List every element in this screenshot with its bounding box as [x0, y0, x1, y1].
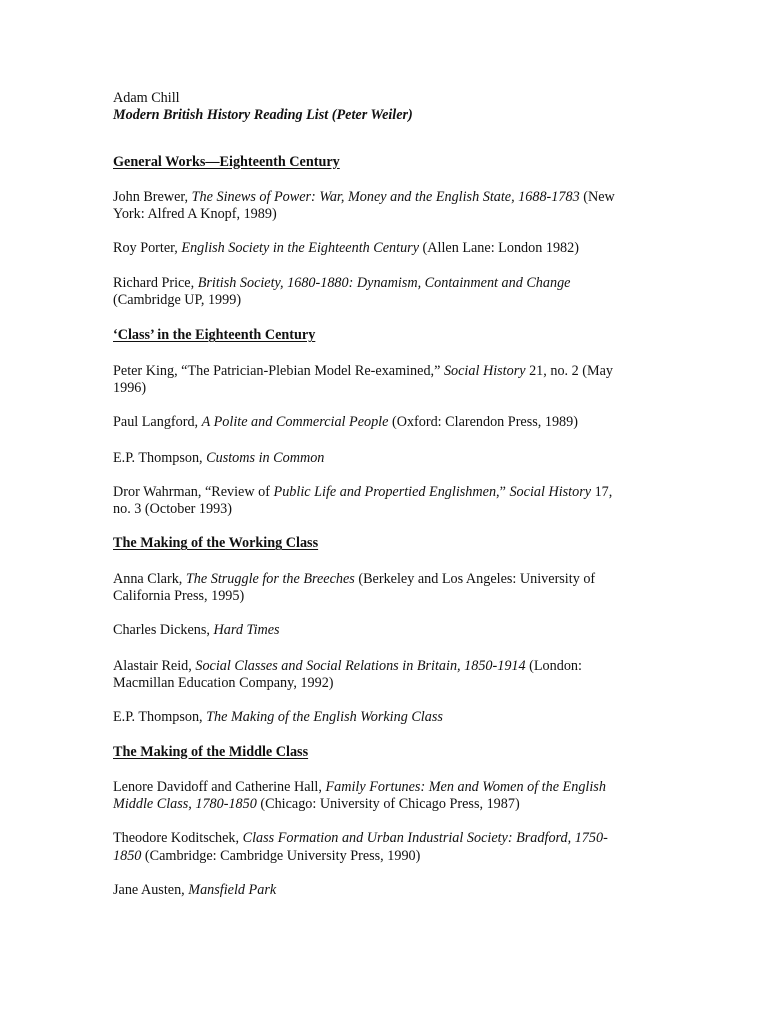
citation-title-text: Public Life and Propertied Englishmen: [273, 483, 497, 500]
document-title: Modern British History Reading List (Peter Weiler): [113, 107, 413, 124]
citation-text: [113, 363, 658, 380]
citation-text: no. 3 (October 1993): [113, 501, 232, 518]
citation-text: Anna Clark,: [113, 570, 186, 587]
citation-entry: [113, 484, 658, 519]
citation-title-text: Family Fortunes: Men and Women of the English: [325, 778, 606, 795]
citation-entry: [113, 658, 658, 693]
citation-text: [113, 848, 658, 865]
citation-title-text: Hard Times: [213, 622, 280, 639]
citation-entry: [113, 363, 658, 398]
section-heading: General Works—Eighteenth Century: [113, 153, 340, 170]
citation-entry: [113, 275, 658, 310]
reading-list-document: [113, 90, 658, 899]
citation-text: (Berkeley and Los Angeles: University of: [354, 570, 596, 587]
citation-text: [113, 830, 658, 847]
citation-text: Macmillan Education Company, 1992): [113, 674, 334, 691]
citation-title-text: Mansfield Park: [188, 882, 277, 899]
citation-text: E.P. Thompson,: [113, 709, 207, 726]
citation-text: Lenore Davidoff and Catherine Hall,: [113, 778, 326, 795]
citation-text: (Oxford: Clarendon Press, 1989): [388, 414, 578, 431]
citation-title-text: Customs in Common: [206, 449, 325, 466]
citation-text: [113, 484, 658, 501]
citation-title-text: English Society in the Eighteenth Century: [181, 240, 419, 257]
citation-title-text: The Sinews of Power: War, Money and the English State, 1688-1783: [191, 188, 580, 205]
section-heading: The Making of the Middle Class: [113, 743, 309, 760]
citation-title-text: Social History: [509, 483, 592, 500]
citation-entry: [113, 830, 658, 865]
citation-title-text: Social History: [443, 362, 526, 379]
citation-text: Roy Porter,: [113, 240, 182, 257]
citation-entry: [113, 571, 658, 606]
citation-title-text: Class Formation and Urban Industrial Society: Bradford, 1750-: [242, 830, 608, 847]
citation-text: California Press, 1995): [113, 588, 245, 605]
citation-entry: [113, 622, 658, 639]
citation-text: (Cambridge: Cambridge University Press, 1990): [141, 847, 421, 864]
citation-text: 17,: [591, 483, 613, 500]
citation-text: [113, 571, 658, 588]
citation-entry: [113, 779, 658, 814]
citation-text: (Allen Lane: London 1982): [419, 240, 579, 257]
citation-text: Paul Langford,: [113, 414, 202, 431]
author-name: Adam Chill: [113, 90, 180, 106]
citation-entry: [113, 450, 658, 467]
citation-text: Dror Wahrman, “Review of: [113, 483, 274, 500]
citation-text: (Cambridge UP, 1999): [113, 292, 242, 309]
citation-title-text: Middle Class, 1780-1850: [113, 796, 257, 813]
citation-text: E.P. Thompson,: [113, 449, 207, 466]
citation-text: [113, 275, 658, 292]
citation-text: [113, 882, 658, 899]
citation-text: 21, no. 2 (May: [525, 362, 613, 379]
citation-text: [113, 658, 658, 675]
citation-text: (New: [579, 188, 615, 205]
section-heading: The Making of the Working Class: [113, 535, 319, 552]
citation-text: Theodore Koditschek,: [113, 830, 243, 847]
citation-entry: [113, 414, 658, 431]
citation-entry: [113, 882, 658, 899]
citation-title-text: The Struggle for the Breeches: [185, 570, 355, 587]
citation-text: [113, 414, 658, 431]
citation-title-text: The Making of the English Working Class: [206, 709, 443, 726]
citation-text: (London:: [525, 657, 582, 674]
citation-title-text: Social Classes and Social Relations in Britain, 1850-1914: [195, 657, 526, 674]
citation-text: John Brewer,: [113, 188, 192, 205]
citation-text: (Chicago: University of Chicago Press, 1987): [256, 796, 520, 813]
citation-text: York: Alfred A Knopf, 1989): [113, 206, 277, 223]
citation-text: ,”: [496, 483, 510, 500]
citation-text: [113, 450, 658, 467]
citation-title-text: British Society, 1680-1880: Dynamism, Containment and Change: [197, 274, 571, 291]
citation-text: [113, 622, 658, 639]
citation-title-text: A Polite and Commercial People: [201, 414, 389, 431]
citation-text: 1996): [113, 379, 147, 396]
citation-text: [113, 709, 658, 726]
citation-text: Richard Price,: [113, 274, 198, 291]
citation-text: Jane Austen,: [113, 882, 189, 899]
citation-text: [113, 240, 658, 257]
citation-title-text: 1850: [113, 847, 142, 864]
citation-text: [113, 779, 658, 796]
citation-entry: [113, 189, 658, 224]
citation-text: Charles Dickens,: [113, 622, 214, 639]
citation-entry: [113, 240, 658, 257]
citation-entry: [113, 709, 658, 726]
section-heading: ‘Class’ in the Eighteenth Century: [113, 327, 316, 344]
citation-text: Peter King, “The Patrician-Plebian Model Re-examined,”: [113, 362, 444, 379]
citation-text: [113, 189, 658, 206]
citation-text: [113, 796, 658, 813]
citation-text: Alastair Reid,: [113, 657, 196, 674]
